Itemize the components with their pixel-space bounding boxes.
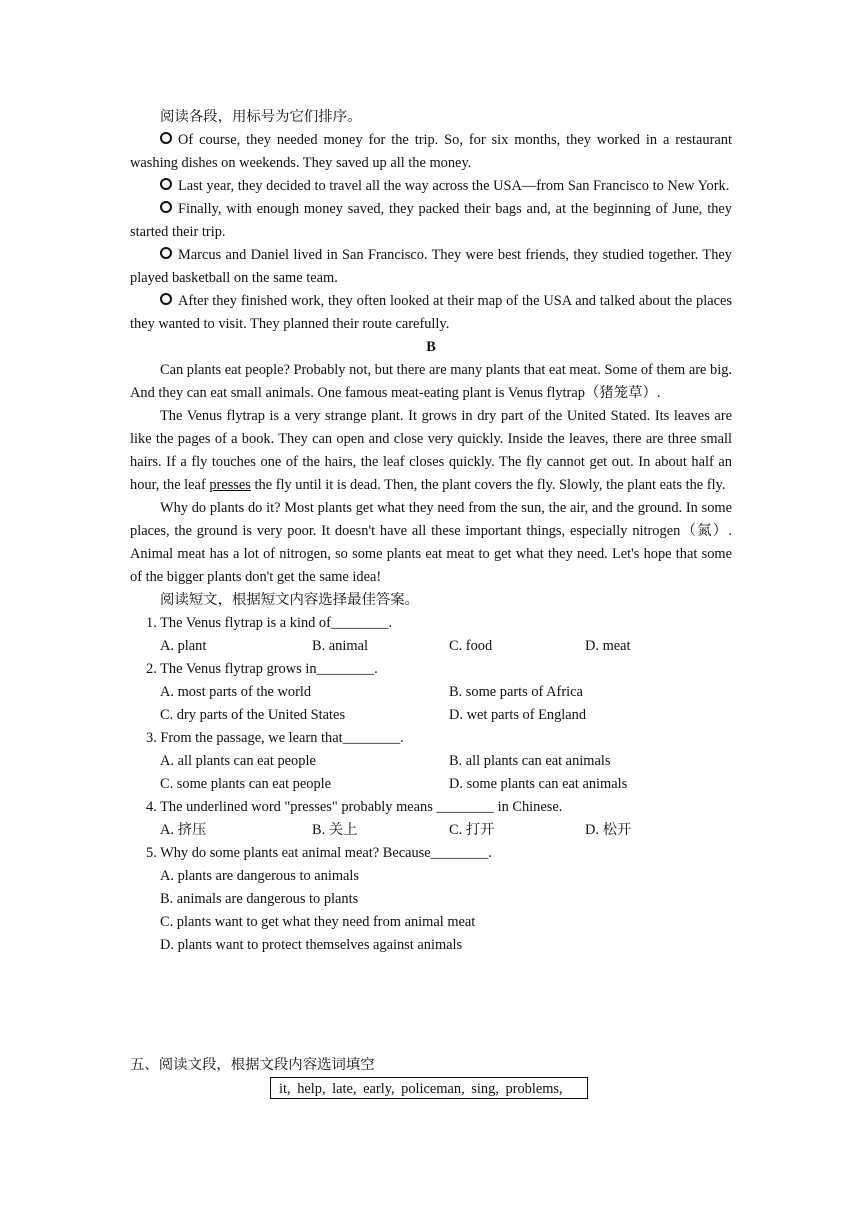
option-a: A. plants are dangerous to animals: [160, 868, 360, 884]
ordering-paragraph: Of course, they needed money for the trip. So, for six months, they worked in a restaurant washing dishes on weekends. They saved up all the money.: [130, 132, 732, 171]
option-d: D. some plants can eat animals: [449, 776, 628, 792]
bullet-circle-icon: [160, 201, 172, 213]
option-a: A. plant: [160, 638, 207, 654]
option-c: C. plants want to get what they need from animal meat: [160, 914, 476, 930]
ordering-paragraph: Finally, with enough money saved, they packed their bags and, at the beginning of June, they started their trip.: [130, 201, 732, 240]
part-a-instruction: 阅读各段，用标号为它们排序。: [160, 109, 362, 125]
option-c: C. some plants can eat people: [160, 776, 332, 792]
option-c: C. 打开: [449, 822, 495, 838]
section-b-title: B: [426, 339, 436, 355]
option-b: B. some parts of Africa: [449, 684, 583, 700]
ordering-paragraph: Marcus and Daniel lived in San Francisco. They were best friends, they studied together. They played basketball on the same team.: [130, 247, 732, 286]
option-b: B. animal: [312, 638, 368, 654]
part-b-instruction: 阅读短文，根据短文内容选择最佳答案。: [160, 592, 420, 608]
bullet-circle-icon: [160, 293, 172, 305]
option-a: A. most parts of the world: [160, 684, 312, 700]
bullet-circle-icon: [160, 132, 172, 144]
option-b: B. animals are dangerous to plants: [160, 891, 359, 907]
question-stem: 3. From the passage, we learn that________.: [146, 730, 404, 746]
question-stem: 5. Why do some plants eat animal meat? Because________.: [146, 845, 492, 861]
option-a: A. all plants can eat people: [160, 753, 316, 769]
option-c: C. food: [449, 638, 493, 654]
option-d: D. 松开: [585, 822, 632, 838]
option-a: A. 挤压: [160, 822, 207, 838]
passage-paragraph-2: The Venus flytrap is a very strange plant. It grows in dry part of the United Stated. Its leaves are like the pages of a book. They can open and close very quickly. Inside the leaves, there are three small hairs. If a fly touches one of the hairs, the leaf closes quickly. The fly cannot get out. In about half an hour, the leaf presses the fly until it is dead. Then, the plant covers the fly. Slowly, the plant eats the fly.: [130, 408, 732, 493]
option-row: [160, 635, 732, 658]
bullet-circle-icon: [160, 178, 172, 190]
option-d: D. wet parts of England: [449, 707, 587, 723]
option-b: B. 关上: [312, 822, 358, 838]
option-row: [160, 750, 732, 773]
option-d: D. plants want to protect themselves against animals: [160, 937, 463, 953]
section-five-heading: 五、阅读文段，根据文段内容选词填空: [130, 1057, 375, 1073]
option-row: [160, 819, 732, 842]
bullet-circle-icon: [160, 247, 172, 259]
option-row: [160, 773, 732, 796]
option-b: B. all plants can eat animals: [449, 753, 611, 769]
question-stem: 2. The Venus flytrap grows in________.: [146, 661, 378, 677]
option-d: D. meat: [585, 638, 631, 654]
underlined-word: presses: [209, 477, 251, 493]
option-row: [160, 681, 732, 704]
reading-content: [130, 106, 732, 957]
option-c: C. dry parts of the United States: [160, 707, 346, 723]
question-stem: 1. The Venus flytrap is a kind of________.: [146, 615, 393, 631]
ordering-paragraph: After they finished work, they often looked at their map of the USA and talked about the places they wanted to visit. They planned their route carefully.: [130, 293, 732, 332]
question-stem: 4. The underlined word "presses" probably means ________ in Chinese.: [146, 799, 563, 815]
passage-paragraph-3: Why do plants do it? Most plants get what they need from the sun, the air, and the ground. In some places, the ground is very poor. It doesn't have all these important things, especially nitrogen（氮）. Animal meat has a lot of nitrogen, so some plants eat meat to get what they need. Let's hope that some of the bigger plants don't get the same idea!: [130, 500, 732, 585]
passage-paragraph-1: Can plants eat people? Probably not, but there are many plants that eat meat. Some of them are big. And they can eat small animals. One famous meat-eating plant is Venus flytrap（猪笼草）.: [130, 362, 732, 401]
ordering-paragraph: Last year, they decided to travel all the way across the USA—from San Francisco to New York.: [130, 175, 732, 198]
word-bank-box: it, help, late, early, policeman, sing, problems,: [270, 1077, 588, 1099]
option-row: [160, 704, 732, 727]
